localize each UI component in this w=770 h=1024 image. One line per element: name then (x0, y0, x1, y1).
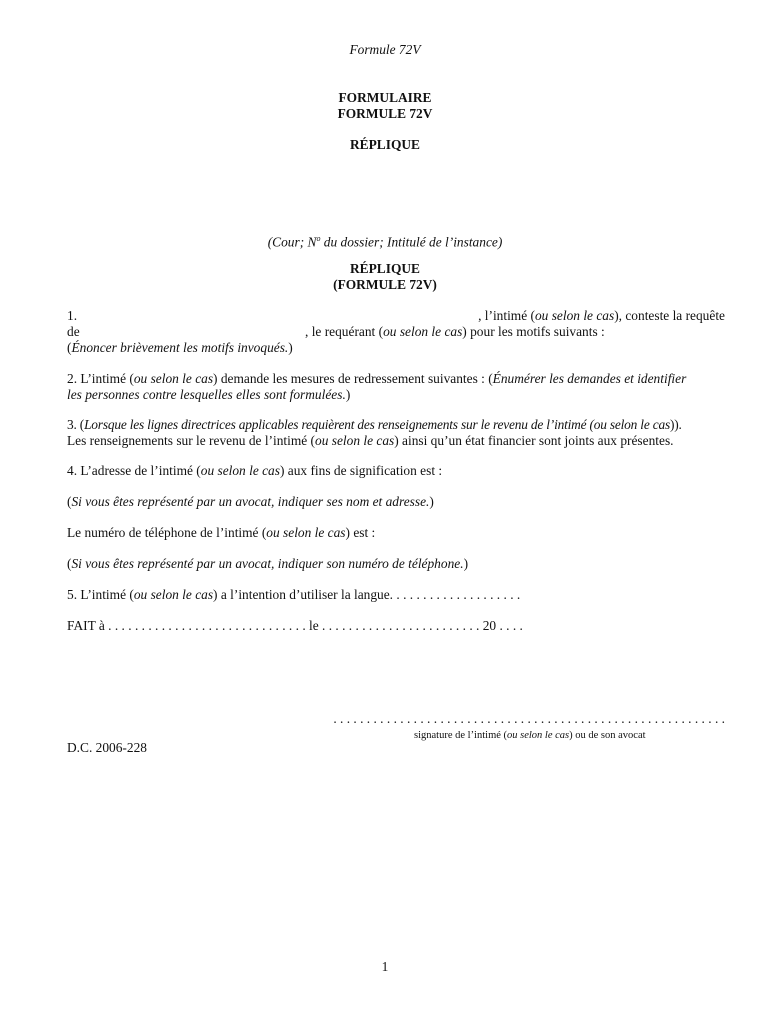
page-number: 1 (381, 959, 389, 974)
title-replique: RÉPLIQUE (350, 261, 420, 276)
phone-line: Le numéro de téléphone de l’intimé (ou selon le cas) est : (67, 525, 376, 540)
heading-replique: RÉPLIQUE (350, 137, 420, 152)
para1-motifs-note: (Énoncer brièvement les motifs invoqués.) (67, 340, 293, 355)
note-lawyer-phone: (Si vous êtes représenté par un avocat, indiquer son numéro de téléphone.) (67, 556, 469, 571)
para1-line1: , l’intimé (ou selon le cas), conteste la requête (478, 308, 725, 323)
para4-address: 4. L’adresse de l’intimé (ou selon le cas) aux fins de signification est : (67, 463, 443, 478)
para5-language: 5. L’intimé (ou selon le cas) a l’intention d’utiliser la langue. . . . . . . . . . . . . . . . . . . . (67, 587, 521, 602)
heading-formulaire: FORMULAIRE (338, 90, 432, 105)
form-header-title: Formule 72V (349, 42, 421, 57)
para3-line2: Les renseignements sur le revenu de l’intimé (ou selon le cas) ainsi qu’un état financier sont joints aux présentes. (67, 433, 674, 448)
para1-line2: , le requérant (ou selon le cas) pour les motifs suivants : (305, 324, 605, 339)
title-form-number: (FORMULE 72V) (333, 277, 437, 292)
reference-number: D.C. 2006-228 (67, 740, 147, 755)
para2-line1: 2. L’intimé (ou selon le cas) demande les mesures de redressement suivantes : (Énumérer les demandes et identifier (67, 371, 687, 386)
signature-dots: . . . . . . . . . . . . . . . . . . . . . . . . . . . . . . . . . . . . . . . . . . . . . . . . . . . . . . . . . . . (333, 711, 725, 726)
fait-line: FAIT à . . . . . . . . . . . . . . . . . . . . . . . . . . . . . . le . . . . . . . . . . . . . . . . . . . . . . . . 20 . . . . (67, 618, 523, 633)
note-lawyer-address: (Si vous êtes représenté par un avocat, indiquer ses nom et adresse.) (67, 494, 434, 509)
para3-line1: 3. (Lorsque les lignes directrices applicables requièrent des renseignements sur le revenu de l’intimé (ou selon le cas)). (67, 417, 682, 432)
para2-line2: les personnes contre lesquelles elles sont formulées.) (67, 387, 351, 402)
para1-number: 1. (67, 308, 78, 323)
para1-de: de (67, 324, 80, 339)
signature-label: signature de l’intimé (ou selon le cas) ou de son avocat (414, 730, 646, 741)
court-file-line: (Cour; $N^o$ du dossier; Intitulé de l’instance) (267, 234, 503, 250)
heading-form-number: FORMULE 72V (337, 106, 433, 121)
